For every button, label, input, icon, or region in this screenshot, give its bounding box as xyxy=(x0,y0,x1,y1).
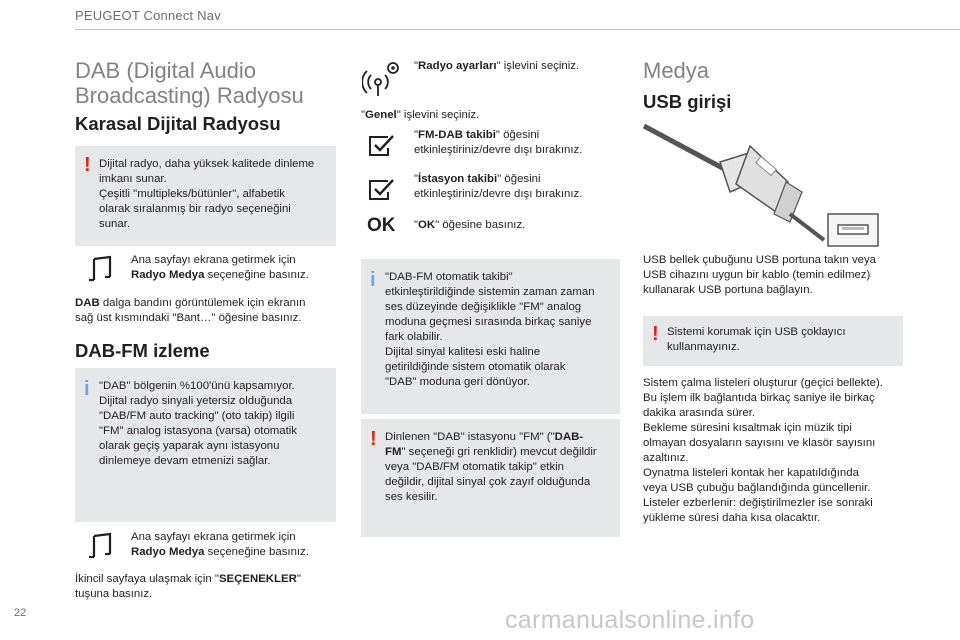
warning-note-dijital xyxy=(75,146,336,246)
para-line: veya USB çubuğu bağlandığında güncellenir. xyxy=(643,482,871,494)
step-line: etkinleştiriniz/devre dışı bırakınız. xyxy=(414,144,583,156)
step-radyo-ayarlari xyxy=(414,59,614,74)
note-line: veya "DAB/FM otomatik takip" etkin xyxy=(385,461,565,473)
para-pre: İkincil sayfaya ulaşmak için " xyxy=(75,573,219,585)
note-line: Sistemi korumak için USB çoklayıcı xyxy=(667,326,846,338)
para-post: " xyxy=(296,573,301,585)
note-line: "DAB-FM otomatik takibi" xyxy=(385,271,513,283)
note-line: Çeşitli "multipleks/bütünler", alfabetik xyxy=(99,188,285,200)
ok-icon: OK xyxy=(367,215,396,236)
step-fm-dab-takibi xyxy=(414,128,614,158)
step-bold: Radyo ayarları xyxy=(418,60,497,72)
music-note-icon xyxy=(88,532,114,562)
note-line: ses kesilir. xyxy=(385,491,438,503)
step-bold: Radyo Medya xyxy=(131,546,205,558)
step-line xyxy=(414,172,614,187)
note-pre: Dinlenen "DAB" istasyonu "FM" (" xyxy=(385,431,555,443)
step-line: Ana sayfayı ekrana getirmek için xyxy=(131,531,296,543)
note-line: "FM" analog istasyona (varsa) otomatik xyxy=(99,425,298,437)
step-post: " işlevini seçiniz. xyxy=(396,109,480,121)
note-line: Dijital radyo sinyali yetersiz olduğunda xyxy=(99,395,293,407)
para-line: Oynatma listeleri kontak her kapatıldığında xyxy=(643,467,859,479)
step-pre: " xyxy=(414,173,419,185)
note-line: ses düzeyinde değişiklikle "FM" analog xyxy=(385,301,582,313)
step-pre: " xyxy=(414,129,419,141)
step-radyo-medya-1 xyxy=(131,253,336,283)
checkbox-checked-icon xyxy=(368,134,396,158)
secenekler-paragraph xyxy=(75,572,345,602)
dab-paragraph xyxy=(75,296,345,326)
heading-dabfm: DAB-FM izleme xyxy=(75,340,210,361)
usb-paragraph xyxy=(643,253,943,298)
step-rest: seçeneğine basınız. xyxy=(204,546,309,558)
para-bold: DAB xyxy=(75,297,100,309)
para-bold: SEÇENEKLER xyxy=(218,573,297,585)
step-bold: Genel xyxy=(365,109,397,121)
note-line: kullanmayınız. xyxy=(667,341,740,353)
page-number: 22 xyxy=(14,607,27,619)
heading-karasal: Karasal Dijital Radyosu xyxy=(75,113,281,134)
note-line: sunar. xyxy=(99,218,131,230)
note-line: "DAB" moduna geri dönüyor. xyxy=(385,376,530,388)
note-line xyxy=(385,430,614,445)
step-bold: FM-DAB takibi xyxy=(418,129,496,141)
para-line: kullanarak USB portuna bağlayın. xyxy=(643,284,813,296)
para-line: Listeler ezberlenir: değiştirilmezler ise sonraki xyxy=(643,497,873,509)
section-title-dab xyxy=(75,58,355,108)
para-line: USB cihazını uygun bir kablo (temin edilmez) xyxy=(643,269,871,281)
step-line xyxy=(131,545,336,560)
note-line: olarak sıralanmış bir radyo seçeneğini xyxy=(99,203,291,215)
note-line: "DAB" bölgenin %100'ünü kapsamıyor. xyxy=(99,380,295,392)
step-pre: " xyxy=(414,219,419,231)
para-line: Sistem çalma listeleri oluşturur (geçici bellekte). xyxy=(643,377,883,389)
para-line: dakika arasında sürer. xyxy=(643,407,756,419)
note-bold: FM xyxy=(385,446,402,458)
step-genel xyxy=(361,108,611,123)
note-line: imkanı sunar. xyxy=(99,173,167,185)
note-line: "DAB/FM auto tracking" (oto takip) ilgili xyxy=(99,410,295,422)
step-ok xyxy=(414,218,614,233)
music-note-icon xyxy=(88,255,114,285)
para-line: sağ üst kısmındaki "Bant…" öğesine basınız. xyxy=(75,312,302,324)
step-line: etkinleştiriniz/devre dışı bırakınız. xyxy=(414,188,583,200)
step-line xyxy=(414,128,614,143)
note-line: moduna geçmesi sırasında birkaç saniye xyxy=(385,316,592,328)
header-rule xyxy=(75,29,960,30)
para-line: tuşuna basınız. xyxy=(75,588,153,600)
step-istasyon-takibi xyxy=(414,172,614,202)
note-line: etkinleştirildiğinde sistemin zaman zaman xyxy=(385,286,595,298)
para-line: Bekleme süresini kısaltmak için müzik tipi xyxy=(643,422,852,434)
system-paragraph xyxy=(643,376,953,526)
note-line xyxy=(385,445,614,460)
section-title-line-1: DAB (Digital Audio xyxy=(75,58,256,83)
para-rest: dalga bandını görüntülemek için ekranın xyxy=(99,297,306,309)
note-line: getirildiğinde sistem otomatik olarak xyxy=(385,361,566,373)
warning-note-usb-coklayici xyxy=(643,316,903,366)
exclamation-icon: ! xyxy=(370,428,377,450)
note-line: Dijital radyo, daha yüksek kalitede dinleme xyxy=(99,158,315,170)
note-line: fark olabilir. xyxy=(385,331,443,343)
para-line xyxy=(75,296,345,311)
step-bold: İstasyon takibi xyxy=(418,173,498,185)
section-title-medya: Medya xyxy=(643,58,710,83)
step-post: " öğesini xyxy=(497,173,541,185)
note-post: " seçeneği gri renklidir) mevcut değildir xyxy=(401,446,597,458)
warning-note-ses-kesilir xyxy=(361,419,620,537)
heading-usb: USB girişi xyxy=(643,91,732,112)
para-line: Bu işlem ilk bağlantıda birkaç saniye ile birkaç xyxy=(643,392,875,404)
running-header: PEUGEOT Connect Nav xyxy=(75,8,221,23)
info-icon: i xyxy=(84,378,90,400)
checkbox-checked-icon xyxy=(368,178,396,202)
step-line xyxy=(131,268,336,283)
step-rest: seçeneğine basınız. xyxy=(204,269,309,281)
step-radyo-medya-2 xyxy=(131,530,336,560)
exclamation-icon: ! xyxy=(84,154,91,176)
exclamation-icon: ! xyxy=(652,323,659,345)
note-line: dinlemeye devam etmenizi sağlar. xyxy=(99,455,271,467)
radio-settings-icon xyxy=(362,58,404,98)
info-note-dab-coverage xyxy=(75,368,336,522)
para-line: azaltınız. xyxy=(643,452,689,464)
step-bold: Radyo Medya xyxy=(131,269,205,281)
para-line: yükleme süresi daha kısa olacaktır. xyxy=(643,512,821,524)
para-line xyxy=(75,572,345,587)
note-line: Dijital sinyal kalitesi eski haline xyxy=(385,346,541,358)
note-line: olarak geçiş yaparak aynı istasyonu xyxy=(99,440,280,452)
note-line: değildir, dijital sinyal çok zayıf olduğunda xyxy=(385,476,591,488)
note-bold: DAB- xyxy=(554,431,584,443)
step-post: " işlevini seçiniz. xyxy=(496,60,580,72)
para-line: olmayan dosyaların sayısını ve klasör sayısını xyxy=(643,437,876,449)
section-title-line-2: Broadcasting) Radyosu xyxy=(75,83,304,108)
step-pre: " xyxy=(361,109,366,121)
step-pre: " xyxy=(414,60,419,72)
info-note-otomatik-takip xyxy=(361,259,620,414)
info-icon: i xyxy=(370,269,376,291)
step-line: Ana sayfayı ekrana getirmek için xyxy=(131,254,296,266)
step-post: " öğesini xyxy=(495,129,540,141)
para-line: USB bellek çubuğunu USB portuna takın veya xyxy=(643,254,877,266)
step-post: " öğesine basınız. xyxy=(435,219,526,231)
step-bold: OK xyxy=(418,219,436,231)
watermark: carmanualsonline.info xyxy=(505,606,755,634)
usb-plug-illustration xyxy=(640,122,882,250)
